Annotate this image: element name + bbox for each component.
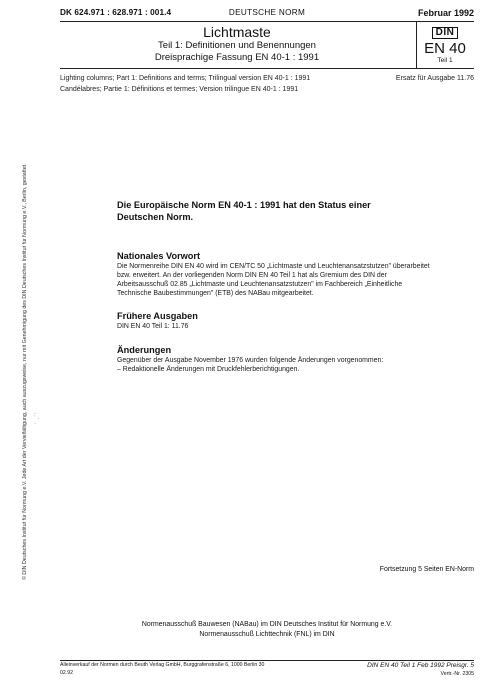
print-code: 02.92 xyxy=(60,669,73,676)
dk-number: DK 624.971 : 628.971 : 001.4 xyxy=(60,8,172,17)
issue-date: Februar 1992 xyxy=(417,8,474,18)
committee-fnl: Normenausschuß Lichttechnik (FNL) im DIN xyxy=(199,631,335,638)
foreword-heading: Nationales Vorwort xyxy=(117,251,201,261)
title-block xyxy=(60,22,474,68)
title-rule xyxy=(60,68,474,69)
scan-specks: · ˙ · · xyxy=(34,411,40,427)
norm-type: DEUTSCHE NORM xyxy=(228,8,306,17)
previous-editions-heading: Frühere Ausgaben xyxy=(117,311,198,321)
foreword-text: Die Normenreihe DIN EN 40 wird im CEN/TC 50 „Lichtmaste und Leuchtenansatzstutzen" überarbeitet bzw. erweitert. An der vorliegenden Norm DIN EN 40 Teil 1 hat als Gremium des DIN der Arbeitsausschuß 02.85 „Lichtmaste und Leuchtenansatzstutzen" im Fachbereich „Einheitliche Technische Baubestimmungen" (ETB) des NABau mitgearbeitet. xyxy=(117,263,430,297)
footer-rule xyxy=(60,660,474,661)
title-translations xyxy=(60,75,320,94)
footer-right xyxy=(367,662,474,678)
sales-note: Alleinverkauf der Normen durch Beuth Verlag GmbH, Burggrafenstraße 6, 1000 Berlin 30 xyxy=(60,662,265,668)
din-standard-number: EN 40 xyxy=(424,40,466,57)
previous-editions xyxy=(117,311,437,332)
din-logo: DIN xyxy=(432,27,459,39)
footer-left xyxy=(60,662,264,677)
amendments-item: – Redaktionelle Änderungen mit Druckfehlerberichtigungen. xyxy=(117,365,300,373)
din-part: Teil 1 xyxy=(437,57,453,64)
amendments xyxy=(117,345,437,375)
document-part: Teil 1: Definitionen und Benennungen xyxy=(158,40,316,51)
document-version: Dreisprachige Fassung EN 40-1 : 1991 xyxy=(154,52,320,63)
committee-nabau: Normenausschuß Bauwesen (NABau) im DIN Deutsches Institut für Normung e.V. xyxy=(141,621,393,628)
document-title: Lichtmaste xyxy=(203,24,271,40)
din-block xyxy=(416,22,474,68)
copyright-text: © DIN Deutsches Institut für Normung e.V. Jede Art der Vervielfältigung, auch auszugsweise, nur mit Genehmigung des DIN Deutsches Institut für Normung e.V., Berlin, gestattet. xyxy=(22,163,28,580)
french-title: Candélabres; Partie 1: Définitions et termes; Version trilingue EN 40-1 : 1991 xyxy=(60,85,299,93)
amendments-heading: Änderungen xyxy=(117,345,172,355)
replacement-note: Ersatz für Ausgabe 11.76 xyxy=(395,75,474,82)
national-foreword xyxy=(117,251,437,299)
continuation-note: Fortsetzung 5 Seiten EN-Norm xyxy=(379,566,474,573)
status-statement: Die Europäische Norm EN 40-1 : 1991 hat den Status einer Deutschen Norm. xyxy=(117,200,371,222)
english-title: Lighting columns; Part 1: Definitions and terms; Trilingual version EN 40-1 : 1991 xyxy=(60,75,311,82)
amendments-intro: Gegenüber der Ausgabe November 1976 wurden folgende Änderungen vorgenommen: xyxy=(117,357,384,364)
responsible-committees xyxy=(60,620,474,640)
previous-editions-text: DIN EN 40 Teil 1: 11.76 xyxy=(117,323,189,330)
distribution-number: Vertr.-Nr. 2305 xyxy=(440,671,474,677)
document-reference: DIN EN 40 Teil 1 Feb 1992 Preisgr. 5 xyxy=(367,662,474,669)
header-line xyxy=(60,8,474,20)
title-text xyxy=(60,22,414,64)
